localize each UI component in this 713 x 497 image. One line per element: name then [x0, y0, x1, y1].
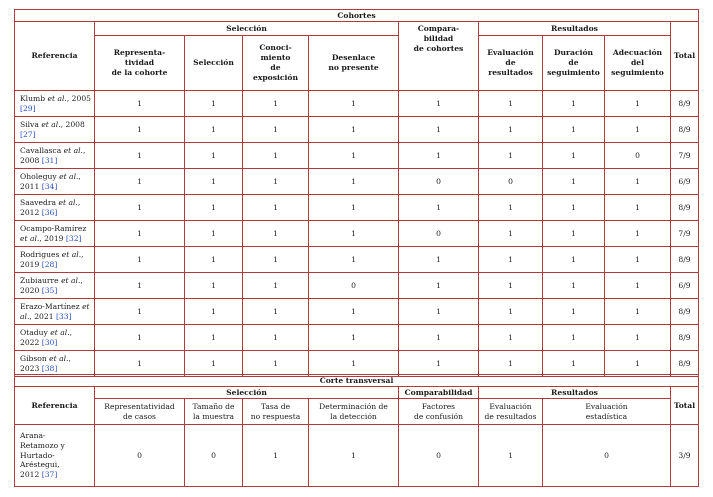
score-cell: 1	[185, 117, 243, 143]
score-cell: 1	[95, 117, 185, 143]
score-cell: 1	[479, 91, 543, 117]
score-cell: 1	[605, 325, 671, 351]
score-cell: 1	[543, 273, 605, 299]
author: Erazo-Martínez	[20, 301, 80, 311]
score-cell: 1	[605, 195, 671, 221]
citation-link[interactable]: [31]	[41, 155, 58, 165]
cohort-subheader: Desenlace no presente	[309, 36, 399, 91]
total-cell: 8/9	[671, 91, 699, 117]
reference-cell	[15, 299, 95, 325]
score-cell: 1	[185, 221, 243, 247]
citation-link[interactable]: [34]	[41, 181, 58, 191]
author: Zubiaurre	[20, 275, 59, 285]
cross-subheader: Tasa de no respuesta	[243, 399, 309, 425]
et-al: et al.	[20, 233, 40, 243]
score-cell: 1	[309, 143, 399, 169]
reference-cell	[15, 351, 95, 377]
score-cell: 1	[605, 247, 671, 273]
score-cell: 1	[185, 247, 243, 273]
score-cell: 0	[185, 425, 243, 487]
score-cell: 1	[309, 425, 399, 487]
reference-cell	[15, 273, 95, 299]
score-cell: 1	[399, 91, 479, 117]
reference-cell	[15, 91, 95, 117]
year: , 2020	[20, 275, 83, 295]
score-cell: 1	[479, 351, 543, 377]
citation-link[interactable]: [38]	[41, 363, 58, 373]
cohort-subheader: Duración de seguimiento	[543, 36, 605, 91]
score-cell: 1	[243, 299, 309, 325]
score-cell: 1	[479, 143, 543, 169]
reference-cell	[15, 117, 95, 143]
score-cell: 1	[543, 91, 605, 117]
score-cell: 0	[95, 425, 185, 487]
reference-cell	[15, 425, 95, 487]
score-cell: 1	[479, 325, 543, 351]
cross-subheader: Factores de confusión	[399, 399, 479, 425]
score-cell: 1	[479, 247, 543, 273]
table-row	[15, 221, 699, 247]
score-cell: 1	[309, 325, 399, 351]
score-cell: 1	[185, 325, 243, 351]
citation-link[interactable]: [30]	[41, 337, 58, 347]
score-cell: 0	[479, 169, 543, 195]
author: Rodrigues	[20, 249, 60, 259]
cross-section-title: Corte transversal	[15, 375, 699, 387]
total-cell: 7/9	[671, 221, 699, 247]
score-cell: 1	[243, 247, 309, 273]
score-cell: 1	[543, 299, 605, 325]
score-cell: 1	[399, 117, 479, 143]
score-cell: 1	[95, 273, 185, 299]
score-cell: 1	[399, 351, 479, 377]
score-cell: 1	[479, 221, 543, 247]
total-cell: 7/9	[671, 143, 699, 169]
author: Gibson	[20, 353, 47, 363]
score-cell: 0	[399, 169, 479, 195]
cross-selection-header: Selección	[95, 387, 399, 399]
et-al: et al.	[61, 275, 81, 285]
score-cell: 1	[185, 169, 243, 195]
score-cell: 0	[543, 425, 671, 487]
score-cell: 1	[243, 273, 309, 299]
score-cell: 1	[95, 299, 185, 325]
score-cell: 1	[243, 325, 309, 351]
cross-subheader: Representatividad de casos	[95, 399, 185, 425]
cohort-subheader: Selección	[185, 36, 243, 91]
cross-comparability-header: Comparabilidad	[399, 387, 479, 399]
et-al: et al.	[50, 327, 70, 337]
table-row	[15, 273, 699, 299]
year: , 2023	[20, 353, 71, 373]
score-cell: 1	[185, 143, 243, 169]
score-cell: 1	[605, 169, 671, 195]
score-cell: 1	[605, 273, 671, 299]
cohort-section-title: Cohortes	[15, 10, 699, 22]
table-row	[15, 91, 699, 117]
author: Klumb	[20, 93, 46, 103]
cross-reference-header: Referencia	[15, 387, 95, 425]
score-cell: 1	[185, 351, 243, 377]
total-cell: 8/9	[671, 247, 699, 273]
table-row	[15, 325, 699, 351]
reference-cell	[15, 143, 95, 169]
total-cell: 3/9	[671, 425, 699, 487]
score-cell: 1	[185, 273, 243, 299]
total-cell: 8/9	[671, 351, 699, 377]
score-cell: 1	[399, 247, 479, 273]
cross-subheader: Tamaño de la muestra	[185, 399, 243, 425]
score-cell: 1	[309, 169, 399, 195]
et-al: et al.	[61, 249, 82, 259]
table-row	[15, 351, 699, 377]
score-cell: 1	[605, 351, 671, 377]
et-al: et al.	[41, 119, 61, 129]
author: Silva	[20, 119, 39, 129]
author: Cavallasca	[20, 145, 62, 155]
score-cell: 1	[543, 195, 605, 221]
score-cell: 1	[605, 299, 671, 325]
score-cell: 1	[243, 91, 309, 117]
score-cell: 1	[95, 351, 185, 377]
score-cell: 1	[543, 325, 605, 351]
score-cell: 1	[543, 143, 605, 169]
citation-link[interactable]: [32]	[65, 233, 82, 243]
score-cell: 0	[605, 143, 671, 169]
score-cell: 1	[479, 117, 543, 143]
year: , 2011	[20, 171, 81, 191]
table-row	[15, 299, 699, 325]
reference-cell	[15, 247, 95, 273]
reference-cell	[15, 221, 95, 247]
year: , 2021	[29, 311, 54, 321]
cross-subheader: Evaluación de resultados	[479, 399, 543, 425]
year: , 2022	[20, 327, 73, 347]
reference-cell	[15, 325, 95, 351]
et-al: et al.	[58, 197, 78, 207]
cohort-selection-header: Selección	[95, 22, 399, 36]
score-cell: 1	[95, 169, 185, 195]
cohort-reference-header: Referencia	[15, 22, 95, 91]
score-cell: 1	[543, 351, 605, 377]
citation-link[interactable]: [35]	[41, 285, 58, 295]
author: Otaduy	[20, 327, 48, 337]
score-cell: 1	[95, 221, 185, 247]
total-cell: 6/9	[671, 273, 699, 299]
score-cell: 1	[399, 143, 479, 169]
cohort-subheader: Evaluación de resultados	[479, 36, 543, 91]
citation-link[interactable]: [27]	[20, 129, 36, 139]
score-cell: 1	[243, 195, 309, 221]
year: , 2012	[20, 197, 81, 217]
et-al: et al.	[47, 93, 67, 103]
cross-total-header: Total	[671, 387, 699, 425]
score-cell: 1	[185, 91, 243, 117]
reference-cell	[15, 195, 95, 221]
score-cell: 1	[399, 325, 479, 351]
score-cell: 1	[605, 117, 671, 143]
cohort-subheader: Adecuación del seguimiento	[605, 36, 671, 91]
cross-results-header: Resultados	[479, 387, 671, 399]
score-cell: 1	[95, 91, 185, 117]
reference-cell	[15, 169, 95, 195]
score-cell: 1	[243, 351, 309, 377]
score-cell: 1	[479, 195, 543, 221]
table-row	[15, 247, 699, 273]
cross-subheader: Evaluación estadística	[543, 399, 671, 425]
year: , 2019	[39, 233, 64, 243]
score-cell: 1	[479, 299, 543, 325]
et-al: et al.	[49, 353, 69, 363]
cohort-comparability-header: Compara- bilidad de cohortes	[399, 22, 479, 91]
citation-link[interactable]: [28]	[41, 259, 58, 269]
citation-link[interactable]: [37]	[41, 470, 58, 480]
citation-link[interactable]: [29]	[20, 103, 36, 113]
score-cell: 0	[309, 273, 399, 299]
score-cell: 1	[95, 143, 185, 169]
score-cell: 1	[543, 221, 605, 247]
score-cell: 1	[95, 195, 185, 221]
score-cell: 1	[309, 91, 399, 117]
score-cell: 1	[309, 195, 399, 221]
cross-subheader: Determinación de la detección	[309, 399, 399, 425]
total-cell: 8/9	[671, 299, 699, 325]
total-cell: 8/9	[671, 195, 699, 221]
score-cell: 1	[309, 117, 399, 143]
table-row	[15, 143, 699, 169]
year: , 2005	[66, 93, 91, 103]
total-cell: 8/9	[671, 117, 699, 143]
et-al: et al.	[63, 145, 83, 155]
score-cell: 1	[543, 247, 605, 273]
cohort-subheader: Representa- tividad de la cohorte	[95, 36, 185, 91]
table-row	[15, 425, 699, 487]
year: , 2008	[60, 119, 85, 129]
score-cell: 1	[95, 325, 185, 351]
score-cell: 1	[243, 117, 309, 143]
score-cell: 1	[309, 351, 399, 377]
score-cell: 1	[399, 195, 479, 221]
cohort-results-header: Resultados	[479, 22, 671, 36]
author: Oholeguy	[20, 171, 57, 181]
score-cell: 1	[605, 221, 671, 247]
author: Saavedra	[20, 197, 57, 207]
score-cell: 1	[243, 169, 309, 195]
score-cell: 0	[399, 425, 479, 487]
cohort-total-header: Total	[671, 22, 699, 91]
score-cell: 1	[309, 299, 399, 325]
score-cell: 1	[185, 195, 243, 221]
score-cell: 1	[243, 143, 309, 169]
score-cell: 1	[95, 247, 185, 273]
score-cell: 1	[605, 91, 671, 117]
score-cell: 1	[309, 247, 399, 273]
score-cell: 1	[479, 425, 543, 487]
score-cell: 1	[479, 273, 543, 299]
et-al: et al.	[20, 301, 90, 321]
et-al: et al.	[59, 171, 79, 181]
cross-table	[14, 374, 699, 487]
table-row	[15, 117, 699, 143]
author: Arana- Retamozo y Hurtado- Aréstegui, 2012	[20, 430, 65, 480]
score-cell: 1	[309, 221, 399, 247]
year: , 2019	[20, 249, 84, 269]
cohort-subheader: Conoci- miento de exposición	[243, 36, 309, 91]
score-cell: 1	[185, 299, 243, 325]
total-cell: 8/9	[671, 325, 699, 351]
citation-link[interactable]: [36]	[41, 207, 58, 217]
score-cell: 1	[399, 273, 479, 299]
year: , 2008	[20, 145, 86, 165]
score-cell: 1	[243, 425, 309, 487]
score-cell: 0	[399, 221, 479, 247]
score-cell: 1	[399, 299, 479, 325]
score-cell: 1	[543, 117, 605, 143]
cohort-table	[14, 9, 699, 377]
table-row	[15, 195, 699, 221]
citation-link[interactable]: [33]	[55, 311, 72, 321]
score-cell: 1	[243, 221, 309, 247]
score-cell: 1	[543, 169, 605, 195]
author: Ocampo-Ramírez	[20, 223, 87, 233]
total-cell: 6/9	[671, 169, 699, 195]
table-row	[15, 169, 699, 195]
